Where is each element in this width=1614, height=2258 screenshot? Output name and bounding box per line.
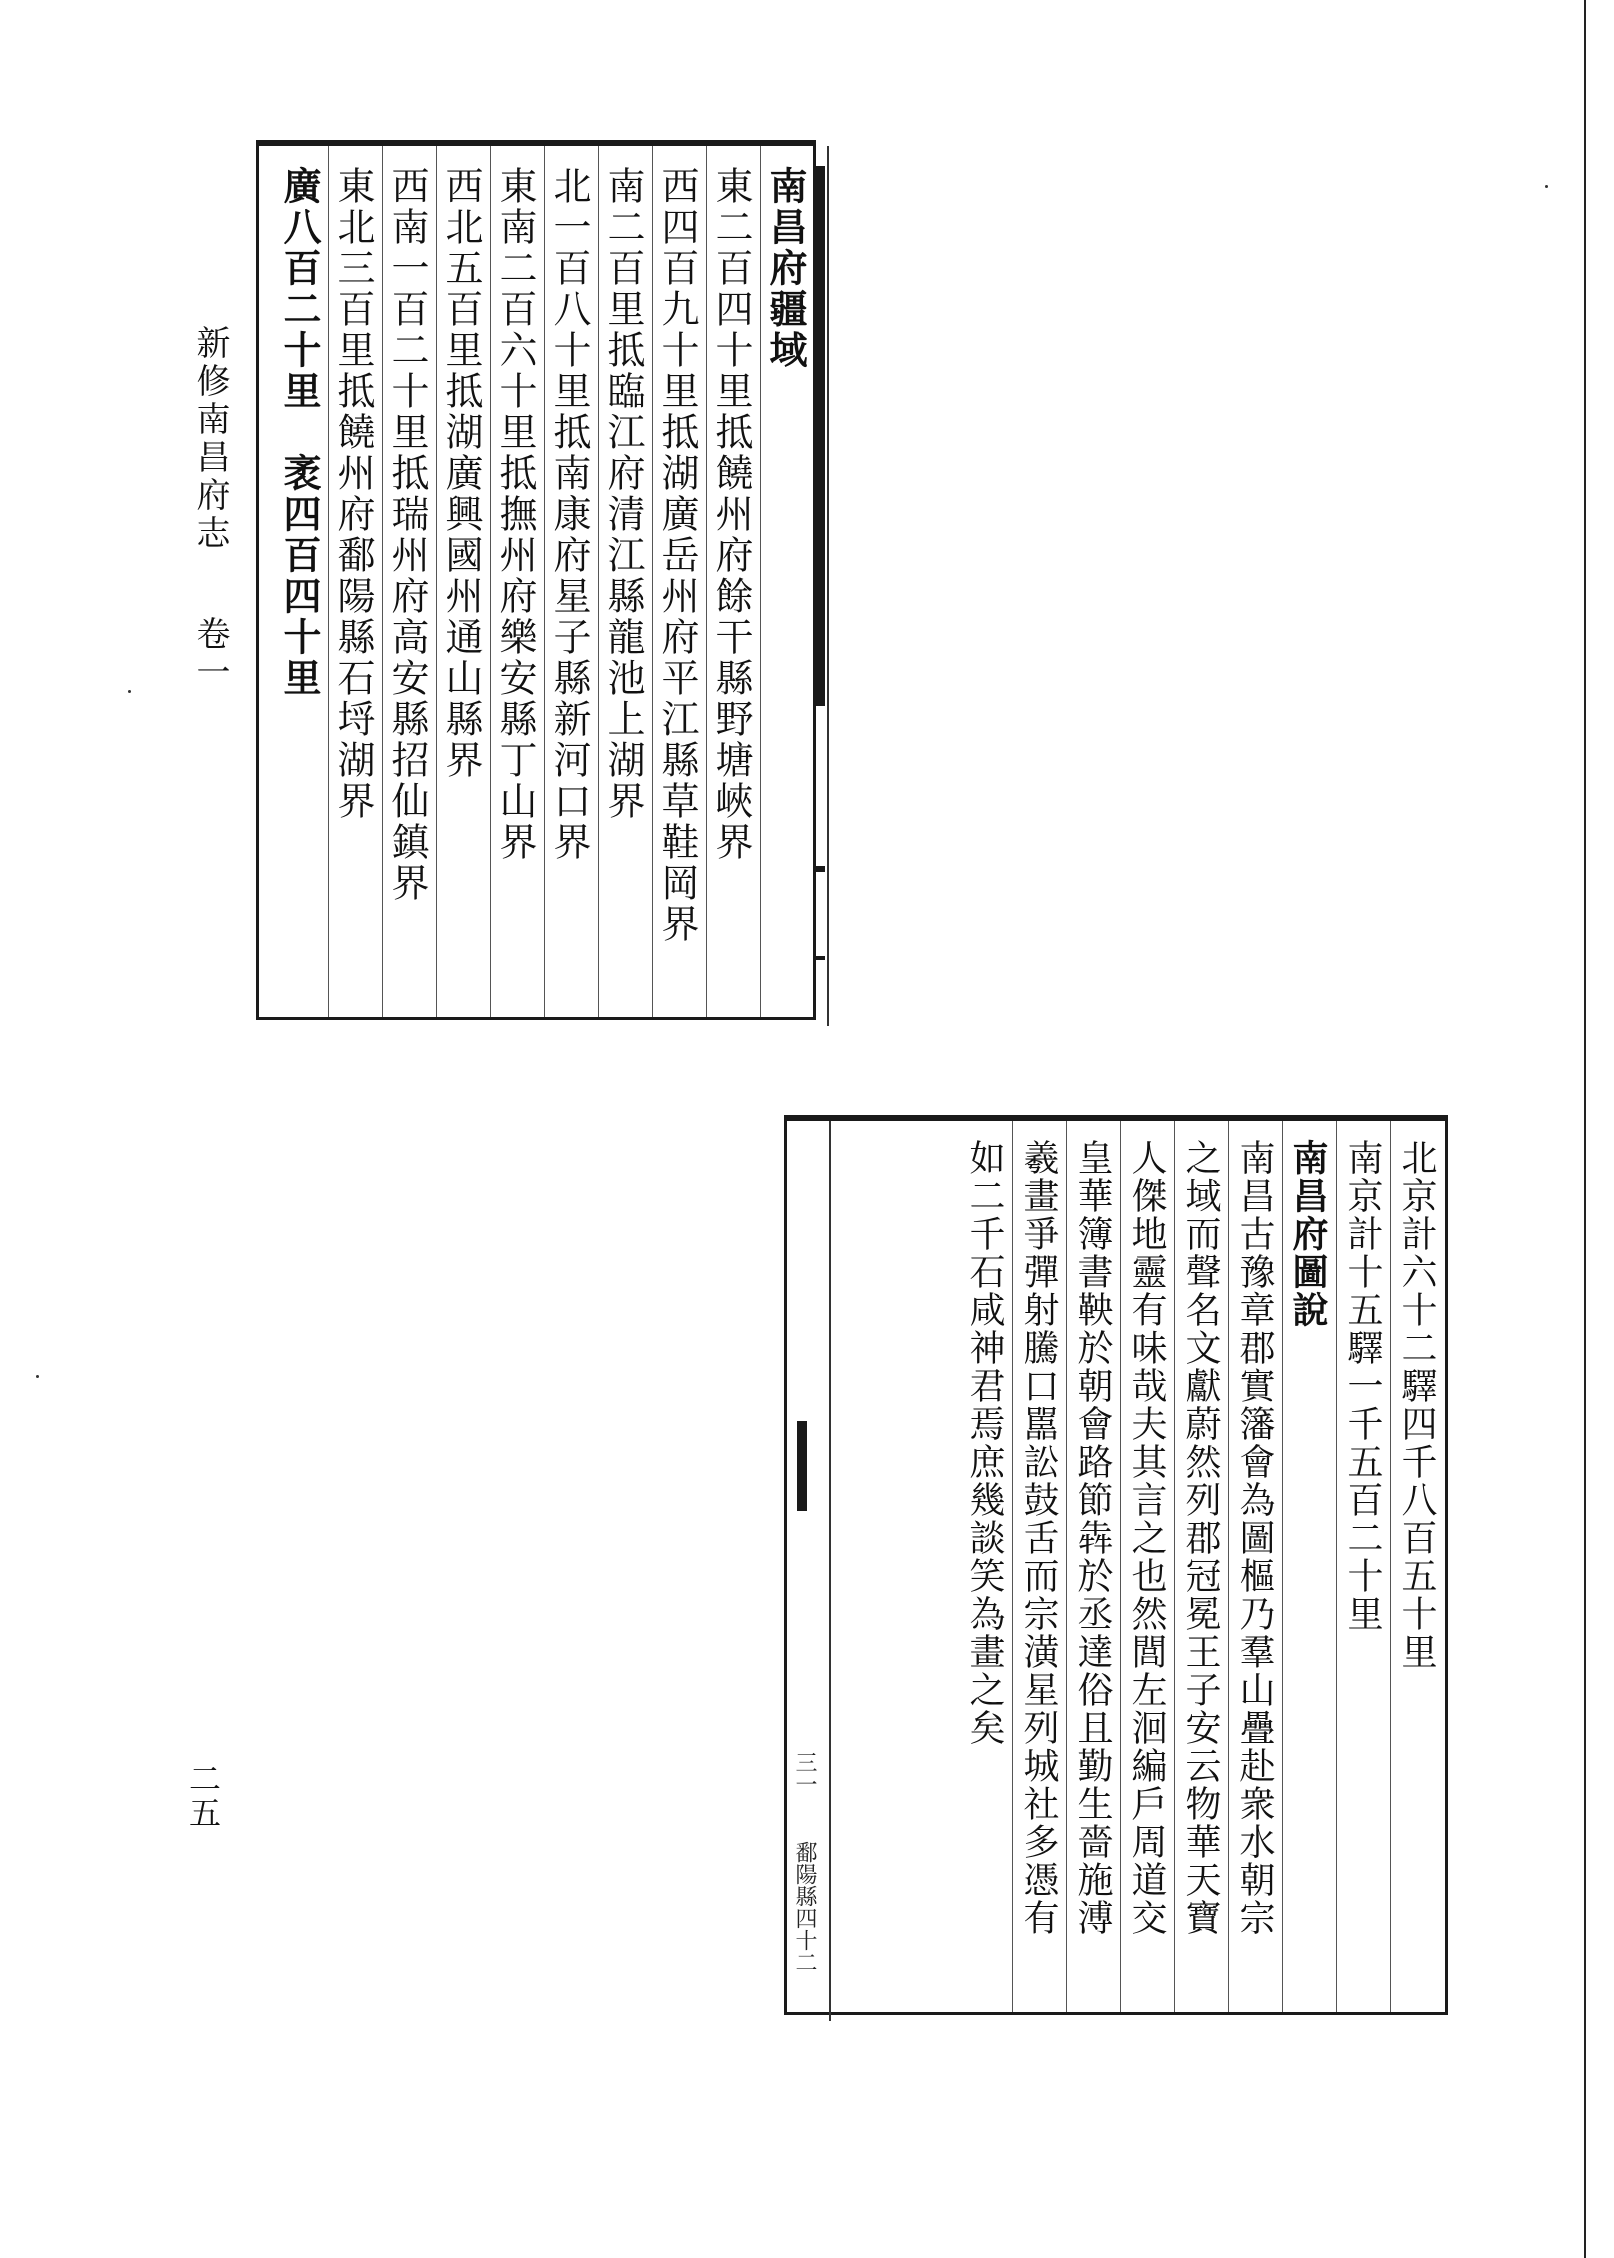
scan-speck	[128, 690, 131, 693]
territory-line: 東南二百六十里抵撫州府樂安縣丁山界	[493, 166, 537, 863]
column-rule	[652, 146, 653, 1017]
distance-line: 北京計六十二驛四千八百五十里	[1396, 1139, 1437, 1671]
column-rule	[436, 146, 437, 1017]
column-rule	[706, 146, 707, 1017]
column-rule	[1012, 1121, 1013, 2012]
description-line: 羲畫爭彈射騰口嚚訟鼓舌而宗潢星列城社多憑有	[1018, 1139, 1059, 1937]
page-number: 二五	[184, 1762, 222, 1830]
territory-line: 東二百四十里抵饒州府餘干縣野塘峽界	[709, 166, 753, 863]
column-rule	[1228, 1121, 1229, 2012]
column-rule	[760, 146, 761, 1017]
volume-label: 卷一	[190, 615, 230, 692]
description-line: 人傑地靈有味哉夫其言之也然閭左洄編戶周道交	[1126, 1139, 1167, 1937]
territory-line: 東北三百里抵饒州府鄱陽縣石埒湖界	[331, 166, 375, 822]
territory-line: 北一百八十里抵南康府星子縣新河口界	[547, 166, 591, 863]
margin-book-title	[190, 325, 230, 692]
territory-block	[256, 140, 816, 1020]
description-line: 南昌古豫章郡實籓會為圖樞乃羣山疊赴衆水朝宗	[1234, 1139, 1275, 1937]
territory-dimensions: 廣八百二十里 袤四百四十里	[277, 166, 322, 699]
spine-bar	[815, 866, 825, 872]
territory-heading: 南昌府疆域	[763, 166, 808, 371]
spine-bar	[797, 1421, 807, 1511]
description-line: 皇華簿書鞅於朝會路節犇於丞達俗且勤生嗇施溥	[1072, 1139, 1113, 1937]
column-rule	[490, 146, 491, 1017]
block-spine	[783, 1121, 831, 2021]
column-rule	[382, 146, 383, 1017]
column-rule	[1174, 1121, 1175, 2012]
page-edge-line	[1584, 0, 1586, 2258]
spine-mark: 三一	[792, 1751, 817, 1795]
territory-line: 西四百九十里抵湖廣岳州府平江縣草鞋岡界	[655, 166, 699, 945]
book-title: 新修南昌府志	[190, 325, 230, 553]
column-rule	[1336, 1121, 1337, 2012]
map-description-heading: 南昌府圖說	[1287, 1139, 1329, 1329]
description-line: 如二千石咸神君焉庶幾談笑為畫之矣	[964, 1139, 1005, 1747]
column-rule	[1390, 1121, 1391, 2012]
spine-bar	[815, 166, 825, 706]
territory-line: 南二百里抵臨江府清江縣龍池上湖界	[601, 166, 645, 822]
description-line: 之域而聲名文獻蔚然列郡冠冕王子安云物華天寶	[1180, 1139, 1221, 1937]
distance-line: 南京計十五驛一千五百二十里	[1342, 1139, 1383, 1633]
column-rule	[1282, 1121, 1283, 2012]
column-rule	[598, 146, 599, 1017]
column-rule	[328, 146, 329, 1017]
block-spine	[813, 146, 829, 1026]
spine-bar	[815, 956, 825, 960]
territory-line: 西南一百二十里抵瑞州府高安縣招仙鎮界	[385, 166, 429, 904]
column-rule	[544, 146, 545, 1017]
column-rule	[1120, 1121, 1121, 2012]
spine-mark: 鄱陽縣四十二	[792, 1841, 817, 1973]
scan-speck	[36, 1375, 39, 1378]
map-description-block	[784, 1115, 1448, 2015]
scan-speck	[1545, 185, 1548, 188]
column-rule	[1066, 1121, 1067, 2012]
territory-line: 西北五百里抵湖廣興國州通山縣界	[439, 166, 483, 781]
